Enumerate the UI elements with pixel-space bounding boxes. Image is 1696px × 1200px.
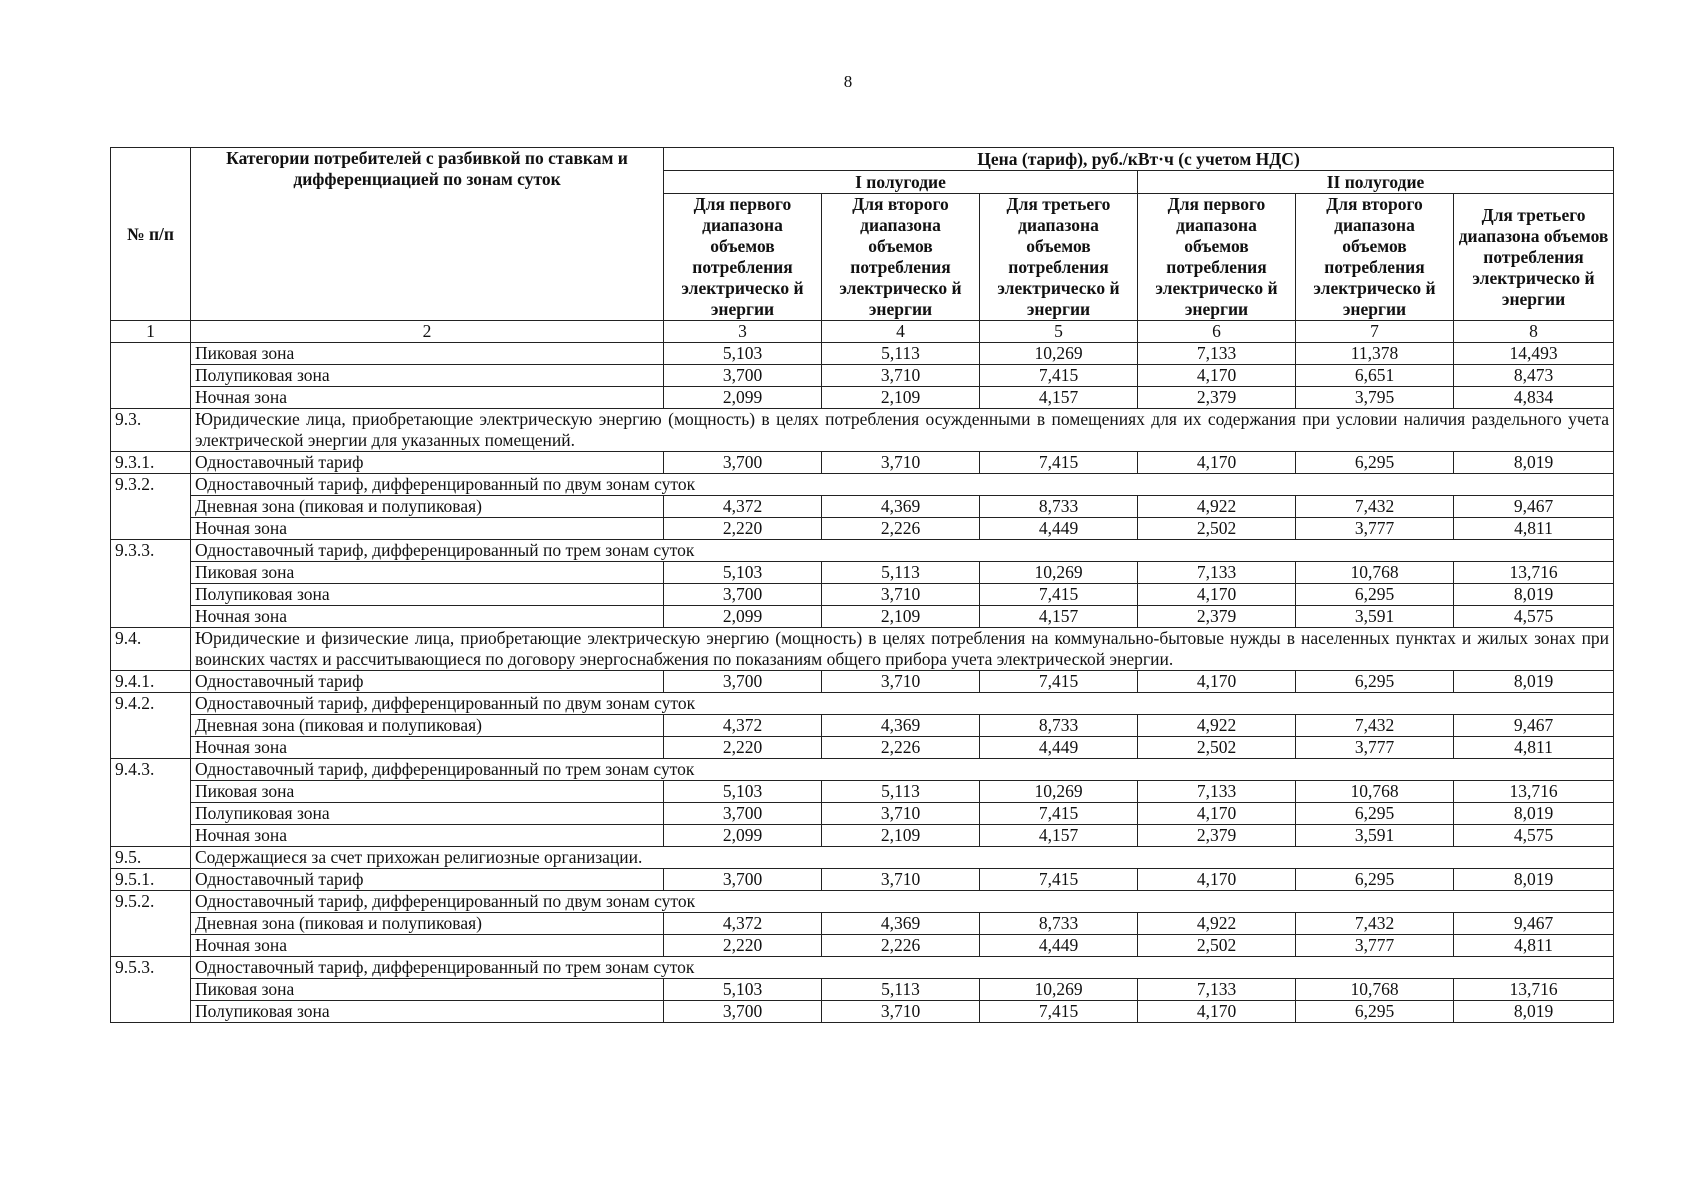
row-label: Пиковая зона (191, 562, 664, 584)
page-number: 8 (843, 72, 853, 91)
table-row (111, 474, 1614, 496)
price-value: 2,099 (664, 825, 822, 847)
table-row (111, 584, 1614, 606)
price-value: 3,777 (1296, 935, 1454, 957)
price-value: 2,379 (1138, 606, 1296, 628)
price-value: 5,113 (822, 979, 980, 1001)
price-value: 3,710 (822, 452, 980, 474)
price-value: 4,170 (1138, 452, 1296, 474)
price-value: 3,710 (822, 1001, 980, 1023)
section-description: Юридические и физические лица, приобретающие электрическую энергию (мощность) в целях потребления на коммунально-бытовые нужды в населенных пунктах и жилых зонах при воинских частях и рассчитывающиеся по договору энергоснабжения по показаниям общего прибора учета электрической энергии. (191, 628, 1614, 671)
price-value: 9,467 (1454, 715, 1614, 737)
price-value: 4,170 (1138, 1001, 1296, 1023)
col-number: 1 (111, 321, 191, 343)
price-value: 3,700 (664, 1001, 822, 1023)
price-value: 10,269 (980, 343, 1138, 365)
price-value: 6,295 (1296, 869, 1454, 891)
row-label: Полупиковая зона (191, 803, 664, 825)
header-col-5: Для третьего диапазона объемов потребления электрическо й энергии (980, 194, 1138, 321)
price-value: 7,415 (980, 869, 1138, 891)
col-number: 2 (191, 321, 664, 343)
price-value: 7,432 (1296, 913, 1454, 935)
col-number: 7 (1296, 321, 1454, 343)
row-label: Дневная зона (пиковая и полупиковая) (191, 496, 664, 518)
header-half1: I полугодие (664, 171, 1138, 194)
price-value: 11,378 (1296, 343, 1454, 365)
row-label: Одноставочный тариф (191, 452, 664, 474)
price-value: 7,133 (1138, 343, 1296, 365)
table-row (111, 562, 1614, 584)
row-number: 9.3.3. (111, 540, 191, 628)
table-row (111, 1001, 1614, 1023)
price-value: 2,502 (1138, 518, 1296, 540)
price-value: 4,372 (664, 913, 822, 935)
col-number: 8 (1454, 321, 1614, 343)
price-value: 2,379 (1138, 825, 1296, 847)
row-number: 9.4.2. (111, 693, 191, 759)
price-value: 6,295 (1296, 452, 1454, 474)
price-value: 5,113 (822, 562, 980, 584)
price-value: 8,019 (1454, 803, 1614, 825)
table-row (111, 365, 1614, 387)
price-value: 4,372 (664, 715, 822, 737)
table-row (111, 759, 1614, 781)
price-value: 2,109 (822, 606, 980, 628)
price-value: 8,019 (1454, 1001, 1614, 1023)
row-number: 9.4.3. (111, 759, 191, 847)
row-number: 9.5. (111, 847, 191, 869)
price-value: 6,295 (1296, 584, 1454, 606)
price-value: 4,157 (980, 825, 1138, 847)
price-value: 2,099 (664, 387, 822, 409)
price-value: 3,710 (822, 803, 980, 825)
table-row (111, 452, 1614, 474)
price-value: 2,379 (1138, 387, 1296, 409)
header-col-4: Для второго диапазона объемов потребления электрическо й энергии (822, 194, 980, 321)
price-value: 3,777 (1296, 737, 1454, 759)
price-value: 3,710 (822, 365, 980, 387)
price-value: 4,449 (980, 518, 1138, 540)
price-value: 4,372 (664, 496, 822, 518)
price-value: 13,716 (1454, 562, 1614, 584)
table-row (111, 825, 1614, 847)
price-value: 7,133 (1138, 562, 1296, 584)
price-value: 4,449 (980, 935, 1138, 957)
table-row (111, 409, 1614, 452)
row-label: Полупиковая зона (191, 1001, 664, 1023)
price-value: 10,768 (1296, 562, 1454, 584)
row-label: Ночная зона (191, 606, 664, 628)
header-col-8: Для третьего диапазона объемов потребления электрическо й энергии (1454, 194, 1614, 321)
price-value: 5,113 (822, 343, 980, 365)
price-value: 4,369 (822, 715, 980, 737)
row-label: Полупиковая зона (191, 365, 664, 387)
price-value: 3,591 (1296, 606, 1454, 628)
price-value: 4,922 (1138, 496, 1296, 518)
price-value: 4,811 (1454, 935, 1614, 957)
row-number: 9.3.2. (111, 474, 191, 540)
header-col-3: Для первого диапазона объемов потребления электрическо й энергии (664, 194, 822, 321)
price-value: 2,099 (664, 606, 822, 628)
price-value: 5,103 (664, 562, 822, 584)
price-value: 4,157 (980, 387, 1138, 409)
price-value: 9,467 (1454, 913, 1614, 935)
price-value: 7,415 (980, 671, 1138, 693)
header-num: № п/п (111, 148, 191, 321)
row-number: 9.3. (111, 409, 191, 452)
tariff-group-label: Одноставочный тариф, дифференцированный по двум зонам суток (191, 474, 1614, 496)
table-row (111, 957, 1614, 979)
row-label: Ночная зона (191, 737, 664, 759)
row-label: Ночная зона (191, 518, 664, 540)
col-number: 3 (664, 321, 822, 343)
price-value: 5,103 (664, 781, 822, 803)
price-value: 10,269 (980, 979, 1138, 1001)
price-value: 7,133 (1138, 979, 1296, 1001)
price-value: 8,019 (1454, 584, 1614, 606)
table-row (111, 891, 1614, 913)
price-value: 3,700 (664, 671, 822, 693)
row-label: Одноставочный тариф (191, 869, 664, 891)
price-value: 3,700 (664, 452, 822, 474)
table-row (111, 693, 1614, 715)
table-row (111, 737, 1614, 759)
price-value: 2,226 (822, 737, 980, 759)
price-value: 8,019 (1454, 452, 1614, 474)
price-value: 2,220 (664, 935, 822, 957)
price-value: 2,109 (822, 825, 980, 847)
price-value: 3,700 (664, 869, 822, 891)
price-value: 7,415 (980, 584, 1138, 606)
price-value: 10,269 (980, 562, 1138, 584)
tariff-group-label: Одноставочный тариф, дифференцированный по двум зонам суток (191, 693, 1614, 715)
price-value: 10,768 (1296, 979, 1454, 1001)
section-description: Юридические лица, приобретающие электрическую энергию (мощность) в целях потребления осужденными в помещениях для их содержания при условии наличия раздельного учета электрической энергии для указанных помещений. (191, 409, 1614, 452)
price-value: 4,834 (1454, 387, 1614, 409)
table-row (111, 979, 1614, 1001)
header-half2: II полугодие (1138, 171, 1614, 194)
table-row (111, 847, 1614, 869)
price-value: 4,369 (822, 496, 980, 518)
row-number: 9.5.1. (111, 869, 191, 891)
table-row (111, 869, 1614, 891)
price-value: 4,575 (1454, 606, 1614, 628)
price-value: 3,710 (822, 671, 980, 693)
price-value: 4,170 (1138, 869, 1296, 891)
price-value: 7,432 (1296, 715, 1454, 737)
price-value: 10,269 (980, 781, 1138, 803)
price-value: 8,733 (980, 496, 1138, 518)
col-number: 4 (822, 321, 980, 343)
price-value: 3,795 (1296, 387, 1454, 409)
price-value: 4,449 (980, 737, 1138, 759)
price-value: 2,226 (822, 935, 980, 957)
price-value: 6,295 (1296, 1001, 1454, 1023)
price-value: 4,157 (980, 606, 1138, 628)
row-label: Полупиковая зона (191, 584, 664, 606)
table-row (111, 715, 1614, 737)
price-value: 8,733 (980, 913, 1138, 935)
table-row (111, 935, 1614, 957)
price-value: 5,103 (664, 343, 822, 365)
tariff-group-label: Одноставочный тариф, дифференцированный по трем зонам суток (191, 540, 1614, 562)
price-value: 4,922 (1138, 715, 1296, 737)
price-value: 13,716 (1454, 781, 1614, 803)
col-number: 6 (1138, 321, 1296, 343)
price-value: 6,295 (1296, 803, 1454, 825)
row-label: Ночная зона (191, 935, 664, 957)
tariff-table (110, 147, 1614, 1023)
tariff-group-label: Одноставочный тариф, дифференцированный по трем зонам суток (191, 957, 1614, 979)
price-value: 4,575 (1454, 825, 1614, 847)
column-numbers-row (111, 321, 1614, 343)
row-number-cell (111, 343, 191, 409)
price-value: 7,415 (980, 452, 1138, 474)
price-value: 4,170 (1138, 803, 1296, 825)
col-number: 5 (980, 321, 1138, 343)
price-value: 8,019 (1454, 671, 1614, 693)
tariff-group-label: Одноставочный тариф, дифференцированный по двум зонам суток (191, 891, 1614, 913)
row-number: 9.5.3. (111, 957, 191, 1023)
table-row (111, 628, 1614, 671)
price-value: 2,220 (664, 518, 822, 540)
price-value: 2,502 (1138, 737, 1296, 759)
price-value: 3,710 (822, 869, 980, 891)
price-value: 2,220 (664, 737, 822, 759)
row-number: 9.5.2. (111, 891, 191, 957)
row-label: Ночная зона (191, 387, 664, 409)
price-value: 3,700 (664, 365, 822, 387)
price-value: 5,113 (822, 781, 980, 803)
price-value: 8,019 (1454, 869, 1614, 891)
price-value: 3,710 (822, 584, 980, 606)
price-value: 8,473 (1454, 365, 1614, 387)
table-row (111, 606, 1614, 628)
section-description: Содержащиеся за счет прихожан религиозные организации. (191, 847, 1614, 869)
price-value: 4,811 (1454, 518, 1614, 540)
price-value: 14,493 (1454, 343, 1614, 365)
row-number: 9.4. (111, 628, 191, 671)
table-row (111, 781, 1614, 803)
price-value: 13,716 (1454, 979, 1614, 1001)
header-col-6: Для первого диапазона объемов потребления электрическо й энергии (1138, 194, 1296, 321)
price-value: 4,369 (822, 913, 980, 935)
header-price: Цена (тариф), руб./кВт·ч (с учетом НДС) (664, 148, 1614, 171)
price-value: 3,700 (664, 584, 822, 606)
price-value: 7,415 (980, 365, 1138, 387)
price-value: 2,502 (1138, 935, 1296, 957)
header-col-7: Для второго диапазона объемов потребления электрическо й энергии (1296, 194, 1454, 321)
price-value: 3,591 (1296, 825, 1454, 847)
price-value: 4,811 (1454, 737, 1614, 759)
header-category: Категории потребителей с разбивкой по ставкам и дифференциацией по зонам суток (191, 148, 664, 321)
row-number: 9.4.1. (111, 671, 191, 693)
table-row (111, 540, 1614, 562)
table-row (111, 343, 1614, 365)
price-value: 3,700 (664, 803, 822, 825)
price-value: 6,295 (1296, 671, 1454, 693)
price-value: 4,170 (1138, 584, 1296, 606)
table-row (111, 671, 1614, 693)
price-value: 9,467 (1454, 496, 1614, 518)
price-value: 2,226 (822, 518, 980, 540)
price-value: 6,651 (1296, 365, 1454, 387)
row-label: Пиковая зона (191, 781, 664, 803)
price-value: 4,170 (1138, 365, 1296, 387)
price-value: 7,415 (980, 803, 1138, 825)
price-value: 7,415 (980, 1001, 1138, 1023)
row-label: Дневная зона (пиковая и полупиковая) (191, 715, 664, 737)
table-row (111, 518, 1614, 540)
table-row (111, 913, 1614, 935)
price-value: 4,170 (1138, 671, 1296, 693)
price-value: 10,768 (1296, 781, 1454, 803)
price-value: 7,133 (1138, 781, 1296, 803)
row-number: 9.3.1. (111, 452, 191, 474)
price-value: 8,733 (980, 715, 1138, 737)
price-value: 2,109 (822, 387, 980, 409)
row-label: Ночная зона (191, 825, 664, 847)
row-label: Дневная зона (пиковая и полупиковая) (191, 913, 664, 935)
row-label: Одноставочный тариф (191, 671, 664, 693)
table-row (111, 803, 1614, 825)
row-label: Пиковая зона (191, 979, 664, 1001)
price-value: 4,922 (1138, 913, 1296, 935)
table-row (111, 387, 1614, 409)
table-row (111, 496, 1614, 518)
row-label: Пиковая зона (191, 343, 664, 365)
price-value: 5,103 (664, 979, 822, 1001)
tariff-group-label: Одноставочный тариф, дифференцированный по трем зонам суток (191, 759, 1614, 781)
price-value: 3,777 (1296, 518, 1454, 540)
price-value: 7,432 (1296, 496, 1454, 518)
